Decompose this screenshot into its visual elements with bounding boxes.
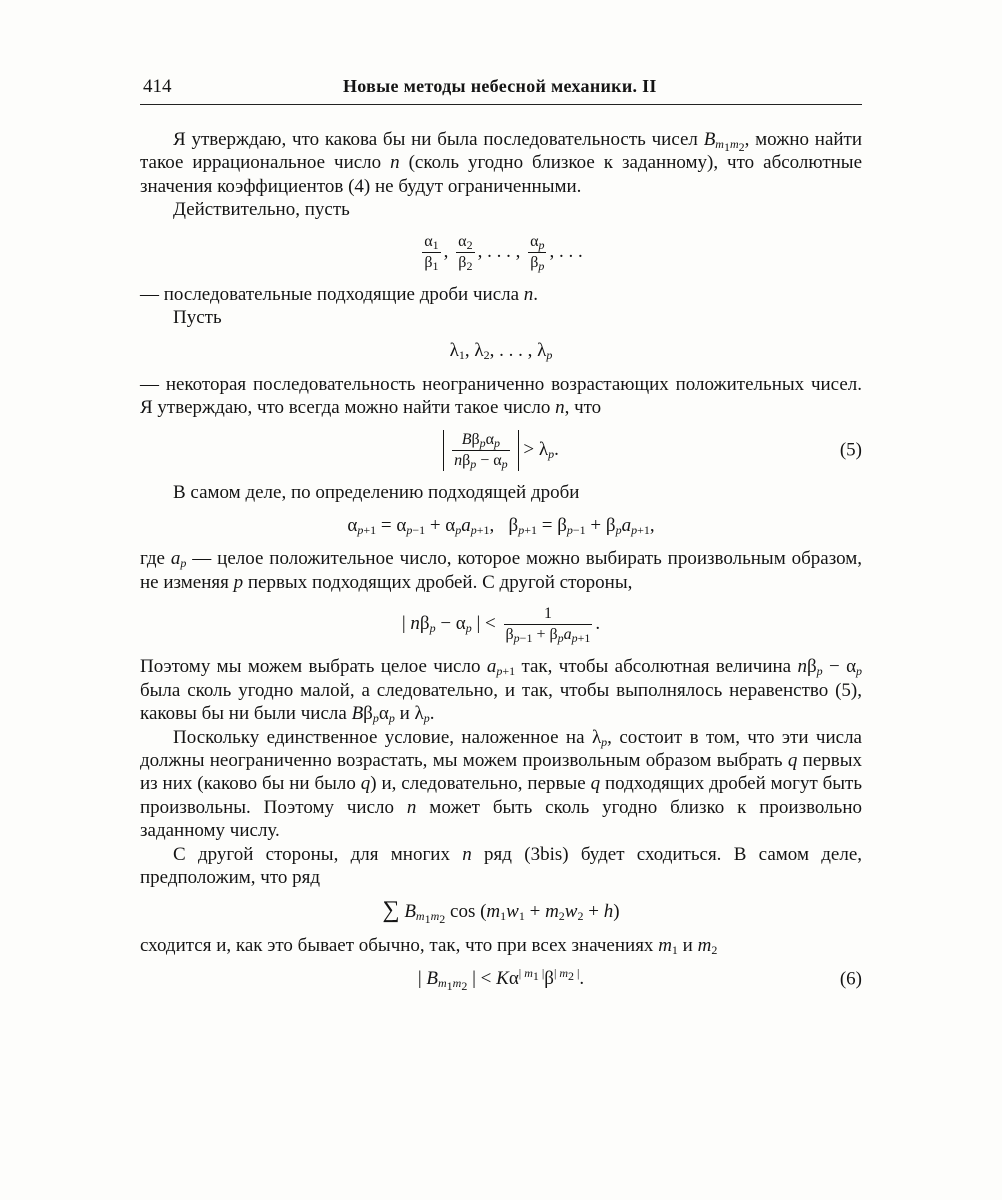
paragraph: Пусть [173, 307, 222, 329]
paragraph: Поскольку единственное условие, наложенное на $\lambda_p$, состоит в том, что эти числа должны неограниченно возрастать, мы можем произвольным образом выбрать q первых из них (каково бы ни было q) и, следовательно, первые q подходящих дробей могут быть произвольны. Поэтому число n может быть сколь угодно близко к произвольно заданному числу. [140, 726, 863, 842]
page-number: 414 [143, 76, 172, 97]
equation-5: $\frac{B\beta_p\alpha_p}{n\beta_p - \alpha_p}$ > $\lambda_p$. (5) [140, 430, 862, 471]
paragraph: Поэтому мы можем выбрать целое число $a_{p+1}$ так, чтобы абсолютная величина $n\beta_p - \alpha_p$ была сколь угодно малой, а следовательно, и так, чтобы выполнялось неравенство (5), каковы бы ни были числа $B\beta_p\alpha_p$ и $\lambda_p$. [140, 656, 863, 726]
paragraph: где $a_p$ — целое положительное число, которое можно выбирать произвольным образом, не изменяя p первых подходящих дробей. С другой стороны, [140, 548, 863, 593]
paragraph: С другой стороны, для многих n ряд (3bis) будет сходиться. В самом деле, предположим, что ряд [140, 843, 863, 888]
running-title: Новые методы небесной механики. II [343, 76, 657, 96]
equation-6: | $B_{m_1m_2}$ | < $K\alpha^{| m_1 |}\beta^{| m_2 |}$. (6) [417, 966, 862, 994]
equation-number: (6) [839, 968, 862, 990]
equation-lambda: $\lambda_1$, $\lambda_2$, . . . , $\lambda_p$ [449, 340, 553, 363]
paragraph: — последовательные подходящие дроби числа n. [140, 283, 539, 305]
equation-number: (5) [839, 439, 862, 461]
page-body [140, 128, 862, 1001]
page-header [140, 76, 862, 105]
equation-recurrence: $\alpha_{p+1} = \alpha_{p-1} + \alpha_pa_{p+1}$, $\beta_{p+1} = \beta_{p-1} + \beta_pa_{p+1}$, [347, 515, 655, 538]
equation-bound: | $n\beta_p - \alpha_p$ | < $\frac{1}{\beta_{p-1} + \beta_pa_{p+1}}$ . [401, 605, 601, 646]
paragraph: В самом деле, по определению подходящей дроби [173, 481, 580, 503]
equation-series: ∑ $B_{m_1m_2}$ $\cos (m_1w_1 + m_2w_2 + h)$ [382, 897, 620, 927]
paragraph: Действительно, пусть [173, 199, 350, 221]
paragraph: Я утверждаю, что какова бы ни была последовательность чисел $B_{m_1m_2}$, можно найти такое иррациональное число n (сколь угодно близкое к заданному), что абсолютные значения коэффициентов (4) не будут ограниченными. [140, 129, 863, 197]
equation-fractions: $\frac{\alpha_1}{\beta_1}$ , $\frac{\alpha_2}{\beta_2}$ , . . . , $\frac{\alpha_p}{\beta_p}$ , . . . [424, 232, 583, 273]
paragraph: — некоторая последовательность неограниченно возрастающих положительных чисел. Я утверждаю, что всегда можно найти такое число n, что [140, 373, 862, 419]
paragraph: сходится и, как это бывает обычно, так, что при всех значениях $m_1$ и $m_2$ [140, 934, 718, 957]
